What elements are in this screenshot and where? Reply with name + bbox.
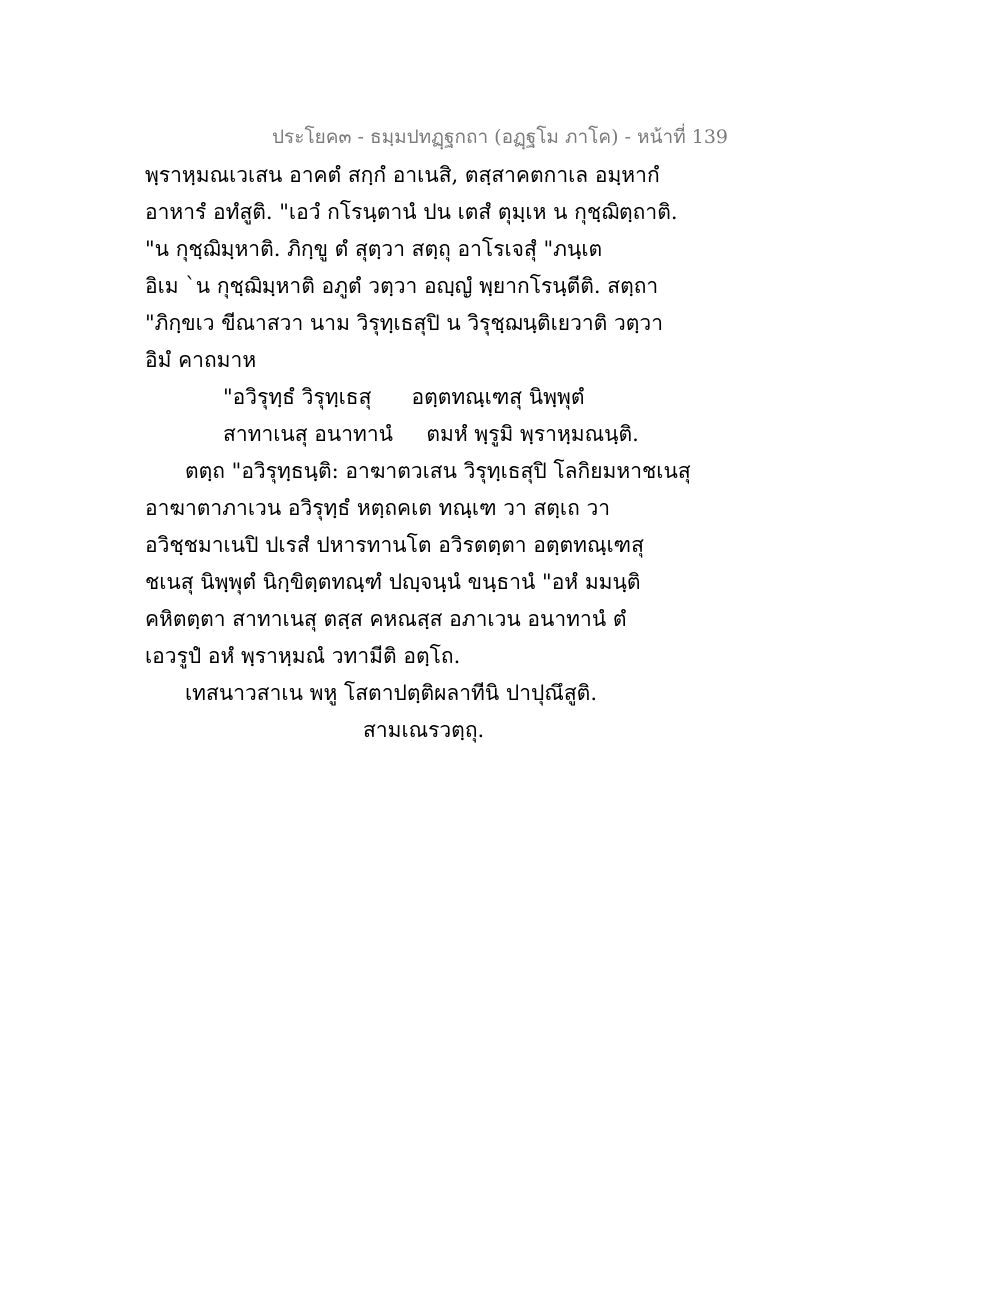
commentary-line: อาฆาตาภาเวน อวิรุทฺธํ หตฺถคเต ทณฺเฑ วา สตฺเถ วา: [145, 496, 611, 520]
commentary-line: คหิตตฺตา สาทาเนสุ ตสฺส คหณสฺส อภาเวน อนาทานํ ตํ: [145, 607, 627, 631]
commentary-line: เอวรูปํ อหํ พฺราหฺมณํ วทามีติ อตฺโถ.: [145, 644, 461, 668]
text-line: "น กุชฺฌิมฺหาติ. ภิกฺขู ตํ สุตฺวา สตฺถุ อาโรเจสุํ "ภนฺเต: [145, 237, 603, 261]
text-line: อิมํ คาถมาห: [145, 348, 257, 372]
commentary-line: อวิชฺชมาเนปิ ปเรสํ ปหารทานโต อวิรตตฺตา อตฺตทณฺเฑสุ: [145, 533, 644, 557]
verse-line: สาทาเนสุ อนาทานํ ตมหํ พฺรูมิ พฺราหฺมณนฺติ.: [223, 422, 639, 446]
story-title: สามเณรวตฺถุ.: [363, 718, 485, 742]
page-header: ประโยค๓ - ธมฺมปทฏฺฐกถา (อฏฺฐโม ภาโค) - หน้าที่ 139: [271, 126, 729, 148]
verse-line: "อวิรุทฺธํ วิรุทฺเธสุ อตฺตทณฺเฑสุ นิพฺพุตํ: [223, 385, 585, 409]
conclusion-line: เทสนาวสาเน พหู โสตาปตฺติผลาทีนิ ปาปุณึสูติ.: [185, 681, 597, 705]
commentary-line: ตตฺถ "อวิรุทฺธนฺติ: อาฆาตวเสน วิรุทฺเธสุปิ โลกิยมหาชเนสุ: [185, 459, 691, 483]
commentary-line: ชเนสุ นิพฺพุตํ นิกฺขิตฺตทณฺฑํ ปญฺจนฺนํ ขนฺธานํ "อหํ มมนฺติ: [145, 570, 641, 594]
text-line: อาหารํ อทํสูติ. "เอวํ กโรนฺตานํ ปน เตสํ ตุมฺเห น กุชฺฌิตฺถาติ.: [145, 200, 678, 224]
text-line: อิเม `น กุชฺฌิมฺหาติ อภูตํ วตฺวา อญฺญํ พฺยากโรนฺตีติ. สตฺถา: [145, 274, 659, 298]
text-line: "ภิกฺขเว ขีณาสวา นาม วิรุทฺเธสุปิ น วิรุชฺฌนฺติเยวาติ วตฺวา: [145, 311, 664, 335]
body-text: [145, 157, 865, 749]
text-line: พฺราหฺมณเวเสน อาคตํ สกฺกํ อาเนสิ, ตสฺสาคตกาเล อมฺหากํ: [145, 163, 660, 187]
